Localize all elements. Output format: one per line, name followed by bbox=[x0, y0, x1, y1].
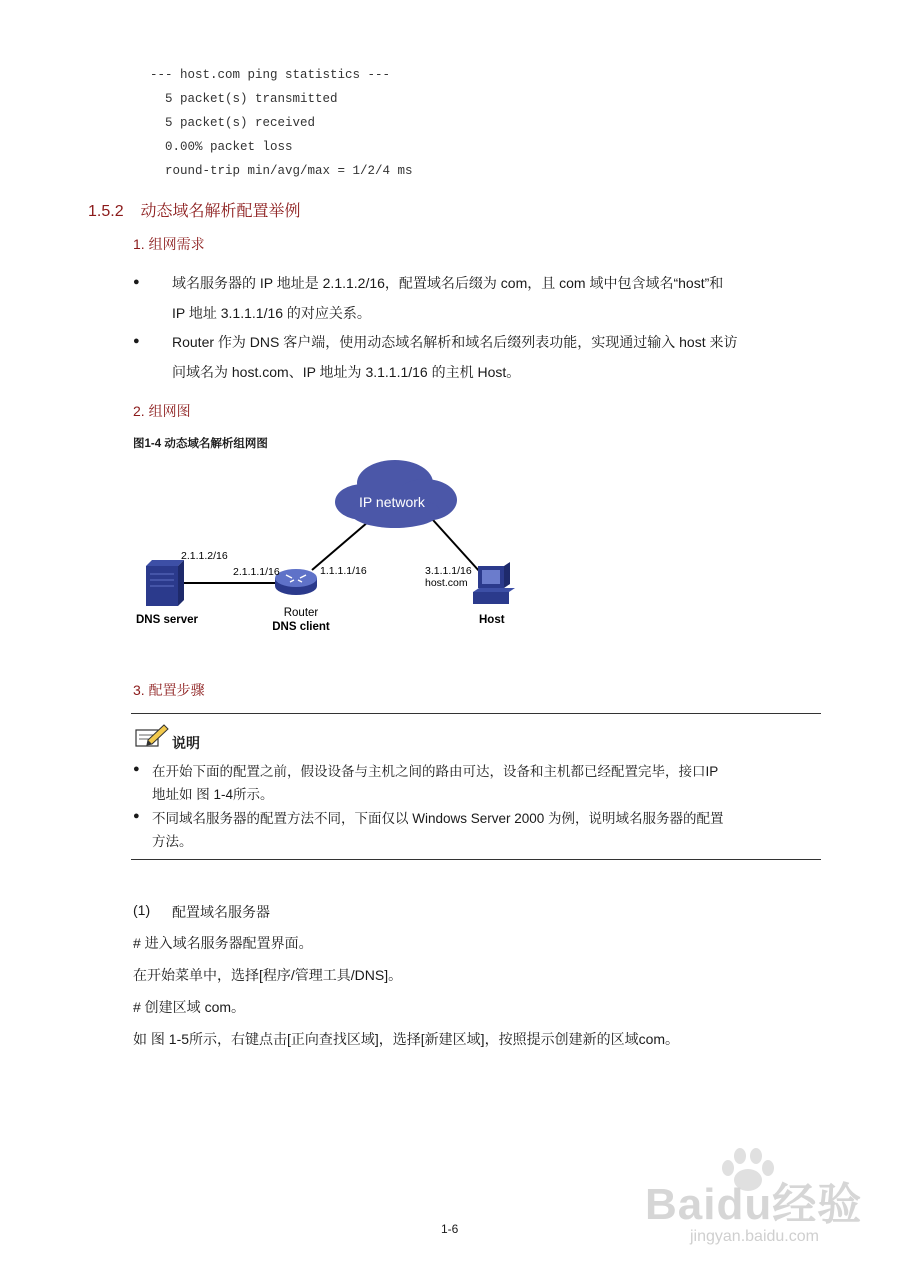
router-role-label: DNS client bbox=[272, 621, 330, 633]
server-icon bbox=[146, 560, 184, 606]
note-line: 不同域名服务器的配置方法不同，下面仅以 Windows Server 2000 为例，说明域名服务器的配置 bbox=[152, 811, 724, 826]
watermark-logo: Baidu经验 bbox=[645, 1180, 863, 1229]
note-bottom-rule bbox=[131, 859, 821, 860]
requirement-line: IP 地址 3.1.1.1/16 的对应关系。 bbox=[172, 305, 371, 321]
section-title-text: 动态域名解析配置举例 bbox=[140, 203, 301, 220]
requirements-heading: 1. 组网需求 bbox=[133, 236, 205, 252]
host-domain: host.com bbox=[425, 577, 468, 589]
link-router-cloud bbox=[312, 522, 368, 570]
code-line: round-trip min/avg/max = 1/2/4 ms bbox=[150, 164, 413, 178]
router-left-ip: 2.1.1.1/16 bbox=[233, 566, 280, 578]
router-icon bbox=[275, 569, 317, 595]
requirement-line: Router 作为 DNS 客户端，使用动态域名解析和域名后缀列表功能，实现通过输入 host 来访 bbox=[172, 334, 738, 350]
page-number: 1-6 bbox=[441, 1222, 459, 1236]
paragraph: # 创建区域 com。 bbox=[133, 999, 246, 1015]
note-line: 在开始下面的配置之前，假设设备与主机之间的路由可达，设备和主机都已经配置完毕，接口IP bbox=[152, 764, 719, 779]
host-label: Host bbox=[479, 614, 505, 626]
step-text: 配置域名服务器 bbox=[172, 904, 270, 920]
note-line: 方法。 bbox=[152, 834, 193, 849]
requirement-line: 域名服务器的 IP 地址是 2.1.1.2/16，配置域名后缀为 com，且 com 域中包含域名“host”和 bbox=[172, 275, 724, 291]
note-pencil-icon bbox=[134, 722, 170, 750]
bullet-dot: ● bbox=[133, 810, 140, 822]
steps-heading: 3. 配置步骤 bbox=[133, 682, 205, 698]
server-ip: 2.1.1.2/16 bbox=[181, 550, 228, 562]
code-line: --- host.com ping statistics --- bbox=[150, 68, 391, 82]
paragraph: 如 图 1-5所示，右键点击[正向查找区域]，选择[新建区域]，按照提示创建新的区域com。 bbox=[133, 1031, 680, 1047]
paragraph: # 进入域名服务器配置界面。 bbox=[133, 935, 313, 951]
code-line: 0.00% packet loss bbox=[150, 140, 293, 154]
section-number: 1.5.2 bbox=[88, 203, 124, 220]
cloud-label: IP network bbox=[359, 494, 425, 510]
host-ip: 3.1.1.1/16 bbox=[425, 565, 472, 577]
bullet-dot: ● bbox=[133, 763, 140, 775]
host-pc-icon bbox=[473, 562, 515, 604]
step-number: (1) bbox=[133, 902, 151, 918]
code-line: 5 packet(s) received bbox=[150, 116, 316, 130]
code-line: 5 packet(s) transmitted bbox=[150, 92, 338, 106]
figure-caption: 图1-4 动态域名解析组网图 bbox=[133, 438, 268, 450]
router-label: Router bbox=[283, 607, 319, 619]
requirement-line: 问域名为 host.com、IP 地址为 3.1.1.1/16 的主机 Host。 bbox=[172, 364, 521, 380]
note-line: 地址如 图 1-4所示。 bbox=[152, 787, 274, 802]
watermark-url: jingyan.baidu.com bbox=[690, 1228, 819, 1245]
bullet-dot: ● bbox=[133, 335, 140, 347]
note-top-rule bbox=[131, 713, 821, 714]
note-title: 说明 bbox=[172, 735, 200, 751]
bullet-dot: ● bbox=[133, 276, 140, 288]
server-label: DNS server bbox=[136, 614, 199, 626]
router-right-ip: 1.1.1.1/16 bbox=[320, 565, 367, 577]
paragraph: 在开始菜单中，选择[程序/管理工具/DNS]。 bbox=[133, 967, 403, 983]
diagram-heading: 2. 组网图 bbox=[133, 403, 191, 419]
